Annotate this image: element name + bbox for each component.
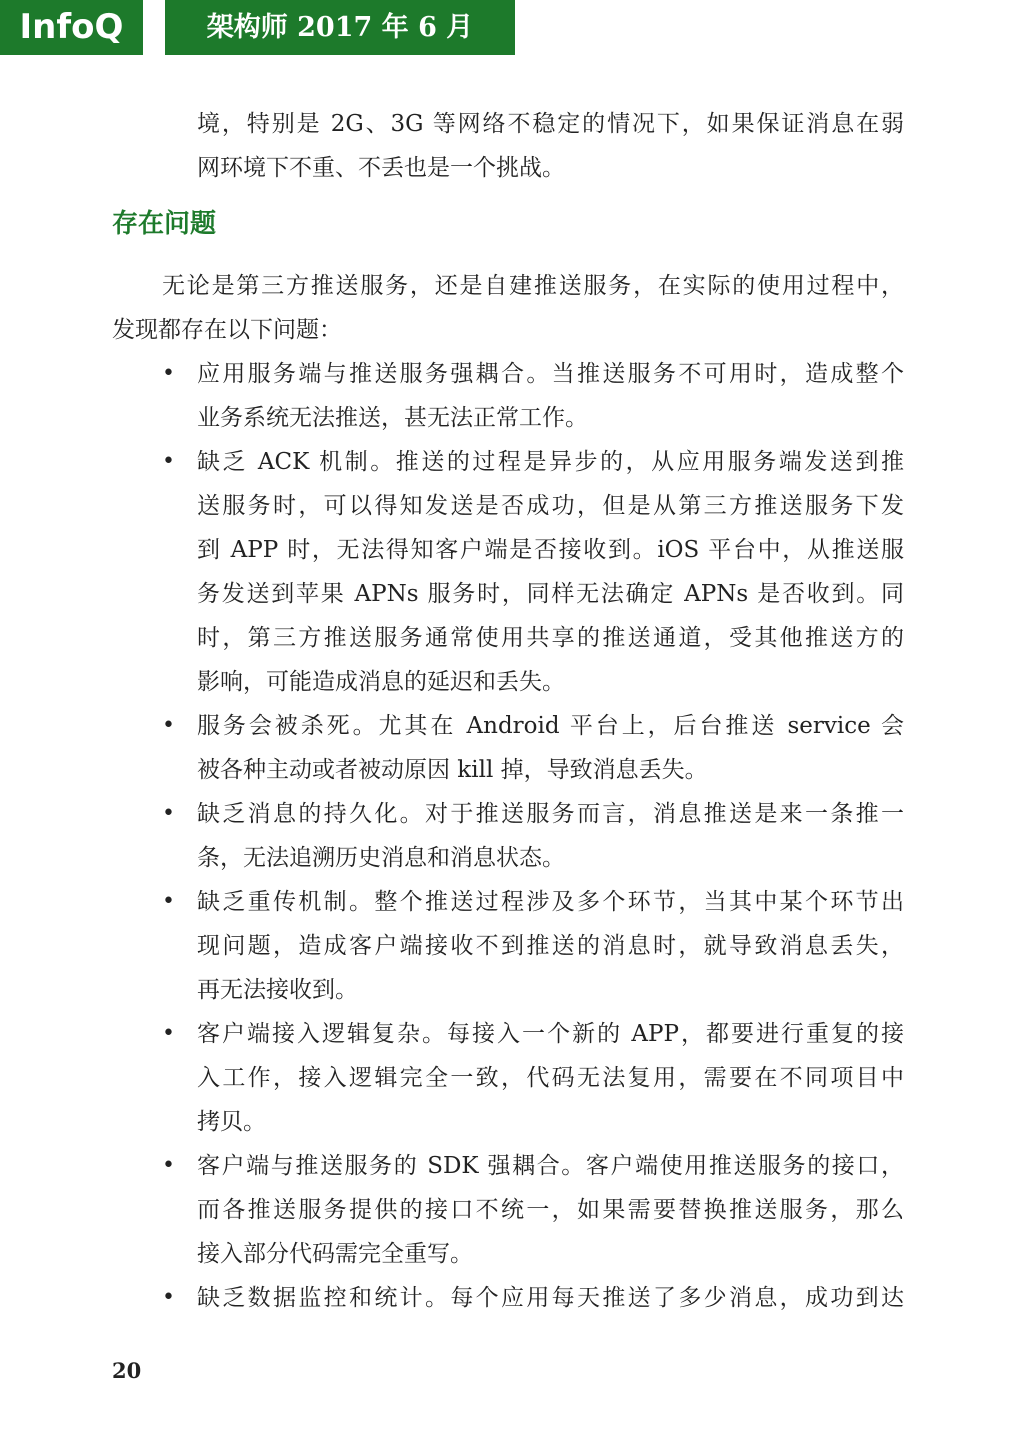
text-line: 应用服务端与推送服务强耦合。当推送服务不可用时，造成整个: [197, 361, 904, 387]
text-line: 现问题，造成客户端接收不到推送的消息时，就导致消息丢失，: [197, 933, 904, 959]
text-line: 到 APP 时，无法得知客户端是否接收到。iOS 平台中，从推送服: [197, 537, 904, 563]
bullet-icon: •: [162, 1153, 175, 1178]
text-line: 被各种主动或者被动原因 kill 掉，导致消息丢失。: [197, 757, 708, 783]
text-line: 业务系统无法推送，甚无法正常工作。: [197, 405, 588, 431]
page-number: 20: [112, 1358, 142, 1383]
bullet-list: [112, 352, 904, 1320]
bullet-icon: •: [162, 1021, 175, 1046]
list-item: [112, 1144, 904, 1276]
bullet-icon: •: [162, 713, 175, 738]
text-line: 入工作，接入逻辑完全一致，代码无法复用，需要在不同项目中: [197, 1065, 904, 1091]
bullet-icon: •: [162, 1285, 175, 1310]
text-line: 时，第三方推送服务通常使用共享的推送通道，受其他推送方的: [197, 625, 904, 651]
text-line: 拷贝。: [197, 1109, 266, 1135]
list-item: [112, 1276, 904, 1320]
body-paragraph: [112, 264, 904, 352]
text-line: 客户端接入逻辑复杂。每接入一个新的 APP，都要进行重复的接: [197, 1021, 904, 1047]
infoq-logo: InfoQ: [0, 0, 143, 55]
text-line: 缺乏数据监控和统计。每个应用每天推送了多少消息，成功到达: [197, 1285, 904, 1311]
page-content: [112, 102, 904, 1320]
section-heading: 存在问题: [112, 209, 217, 239]
text-line: 影响，可能造成消息的延迟和丢失。: [197, 669, 565, 695]
text-line: 送服务时，可以得知发送是否成功，但是从第三方推送服务下发: [197, 493, 904, 519]
list-item: [112, 440, 904, 704]
list-item: [112, 704, 904, 792]
text-line: 缺乏消息的持久化。对于推送服务而言，消息推送是来一条推一: [197, 801, 904, 827]
list-item: [112, 792, 904, 880]
bullet-icon: •: [162, 889, 175, 914]
text-line: 务发送到苹果 APNs 服务时，同样无法确定 APNs 是否收到。同: [197, 581, 904, 607]
bullet-icon: •: [162, 801, 175, 826]
text-line: 无论是第三方推送服务，还是自建推送服务，在实际的使用过程中，: [162, 273, 904, 299]
issue-title: 架构师 2017 年 6 月: [165, 0, 515, 55]
bullet-icon: •: [162, 361, 175, 386]
text-line: 缺乏重传机制。整个推送过程涉及多个环节，当其中某个环节出: [197, 889, 904, 915]
text-line: 而各推送服务提供的接口不统一，如果需要替换推送服务，那么: [197, 1197, 904, 1223]
text-line: 客户端与推送服务的 SDK 强耦合。客户端使用推送服务的接口，: [197, 1153, 904, 1179]
list-item: [112, 1012, 904, 1144]
list-item: [112, 880, 904, 1012]
text-line: 网环境下不重、不丢也是一个挑战。: [197, 155, 565, 181]
text-line: 发现都存在以下问题：: [112, 317, 342, 343]
list-item: [112, 352, 904, 440]
bullet-icon: •: [162, 449, 175, 474]
intro-paragraph: [112, 102, 904, 190]
text-line: 境，特别是 2G、3G 等网络不稳定的情况下，如果保证消息在弱: [197, 111, 904, 137]
text-line: 服务会被杀死。尤其在 Android 平台上，后台推送 service 会: [197, 713, 904, 739]
text-line: 缺乏 ACK 机制。推送的过程是异步的，从应用服务端发送到推: [197, 449, 904, 475]
text-line: 接入部分代码需完全重写。: [197, 1241, 473, 1267]
text-line: 条，无法追溯历史消息和消息状态。: [197, 845, 565, 871]
text-line: 再无法接收到。: [197, 977, 358, 1003]
